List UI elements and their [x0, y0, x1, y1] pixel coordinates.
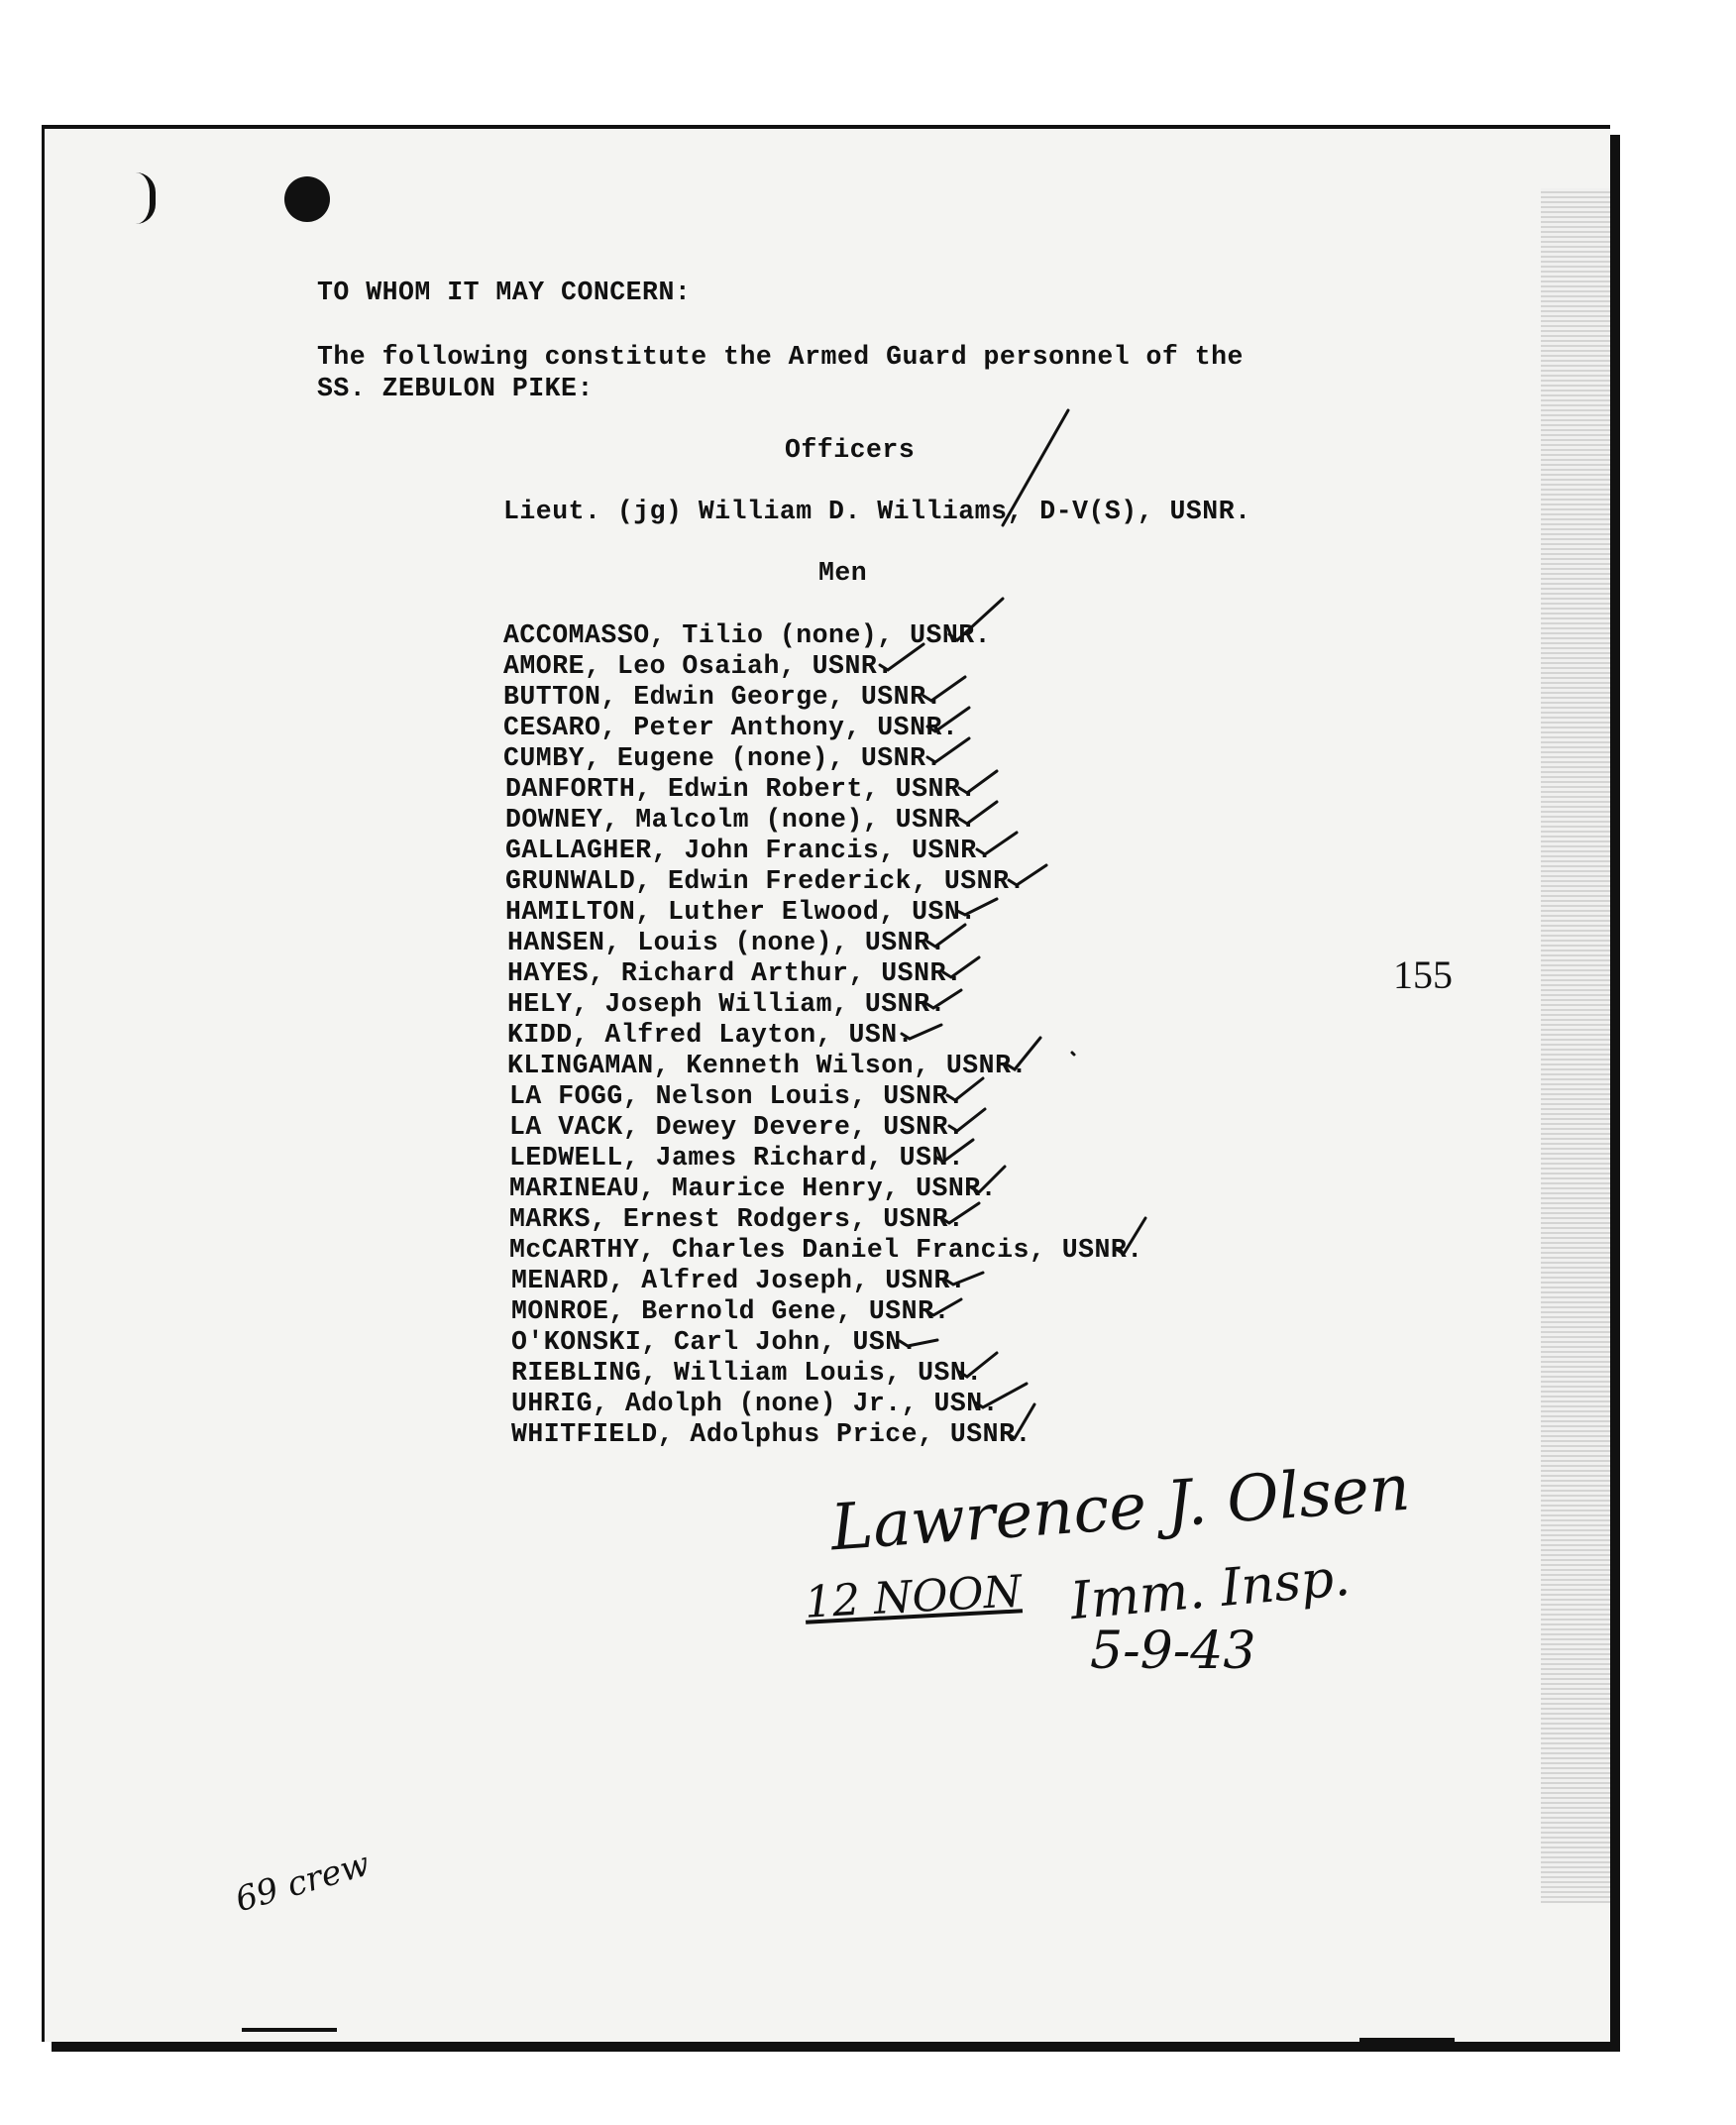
handwritten-time [803, 1566, 1024, 1628]
officers-heading: Officers [785, 435, 916, 465]
crew-entry: GALLAGHER, John Francis, USNR. [505, 836, 994, 865]
check-mark [923, 677, 965, 701]
check-mark [1007, 1404, 1034, 1438]
check-mark [880, 644, 923, 670]
crew-entry: McCARTHY, Charles Daniel Francis, USNR. [509, 1235, 1143, 1265]
crew-entry: MARKS, Ernest Rodgers, USNR. [509, 1204, 965, 1234]
check-mark [947, 1078, 983, 1100]
check-mark [935, 1140, 973, 1162]
crew-entry: HELY, Joseph William, USNR. [507, 989, 946, 1019]
check-mark [900, 1340, 937, 1346]
crew-entry: KLINGAMAN, Kenneth Wilson, USNR. [507, 1051, 1028, 1080]
crew-entry: MARINEAU, Maurice Henry, USNR. [509, 1174, 998, 1203]
crew-entry: LEDWELL, James Richard, USN. [509, 1143, 965, 1173]
handwritten-title: Imm. Insp. [1067, 1547, 1353, 1632]
check-mark [975, 1384, 1027, 1407]
check-mark [971, 1167, 1005, 1192]
crew-entry: HAMILTON, Luther Elwood, USN. [505, 897, 977, 927]
crew-entry: DANFORTH, Edwin Robert, USNR. [505, 774, 977, 804]
check-mark [945, 1273, 983, 1285]
salutation: TO WHOM IT MAY CONCERN: [317, 278, 692, 307]
crew-entry: HAYES, Richard Arthur, USNR. [507, 958, 963, 988]
check-mark [943, 957, 979, 977]
bottom-left-rule [242, 2028, 337, 2032]
crew-entry: BUTTON, Edwin George, USNR. [503, 682, 942, 712]
check-mark [949, 1109, 985, 1131]
check-mark [941, 1203, 979, 1223]
crew-entry: GRUNWALD, Edwin Frederick, USNR. [505, 866, 1026, 896]
check-mark [959, 802, 997, 824]
check-mark [959, 771, 997, 793]
crew-entry: WHITFIELD, Adolphus Price, USNR. [511, 1419, 1031, 1449]
crew-entry: UHRIG, Adolph (none) Jr., USN. [511, 1389, 1000, 1418]
check-mark [957, 899, 997, 915]
check-mark [925, 1299, 961, 1315]
officer-slash-mark [1003, 410, 1068, 525]
signature: Lawrence J. Olsen [828, 1451, 1413, 1566]
check-mark [949, 599, 1003, 640]
margin-note: 69 crew [231, 1844, 375, 1921]
page-number: 155 [1393, 952, 1453, 997]
check-mark [1009, 865, 1046, 885]
bottom-right-rule [1359, 2038, 1455, 2042]
crew-entry: LA FOGG, Nelson Louis, USNR. [509, 1081, 965, 1111]
crew-entry: RIEBLING, William Louis, USN. [511, 1358, 983, 1388]
check-mark [1116, 1218, 1145, 1254]
crew-entry: HANSEN, Louis (none), USNR. [507, 928, 946, 957]
men-heading: Men [818, 558, 868, 588]
stray-dot-mark [1072, 1053, 1074, 1055]
intro-line-2: SS. ZEBULON PIKE: [317, 374, 594, 403]
handwritten-time-text: 12 NOON [803, 1566, 1024, 1628]
intro-line-1: The following constitute the Armed Guard personnel of the [317, 342, 1244, 372]
crew-entry: DOWNEY, Malcolm (none), USNR. [505, 805, 977, 835]
crew-entry: ACCOMASSO, Tilio (none), USNR. [503, 620, 992, 650]
check-mark [925, 990, 961, 1008]
crew-entry: KIDD, Alfred Layton, USN. [507, 1020, 915, 1050]
check-mark [902, 1025, 941, 1039]
crew-entry: CESARO, Peter Anthony, USNR. [503, 713, 959, 742]
crew-entry: LA VACK, Dewey Devere, USNR. [509, 1112, 965, 1142]
officer-entry: Lieut. (jg) William D. Williams, D-V(S), USNR. [503, 497, 1251, 526]
crew-entry: AMORE, Leo Osaiah, USNR. [503, 651, 894, 681]
crew-entry: MONROE, Bernold Gene, USNR. [511, 1296, 950, 1326]
check-mark [927, 738, 969, 762]
check-mark [959, 1353, 997, 1377]
crew-entry: CUMBY, Eugene (none), USNR. [503, 743, 942, 773]
check-mark [927, 925, 965, 947]
check-mark [1007, 1038, 1040, 1069]
handwritten-date: 5-9-43 [1090, 1622, 1256, 1681]
crew-entry: O'KONSKI, Carl John, USN. [511, 1327, 919, 1357]
crew-entry: MENARD, Alfred Joseph, USNR. [511, 1266, 967, 1295]
check-mark [927, 708, 969, 731]
check-mark [977, 833, 1017, 854]
